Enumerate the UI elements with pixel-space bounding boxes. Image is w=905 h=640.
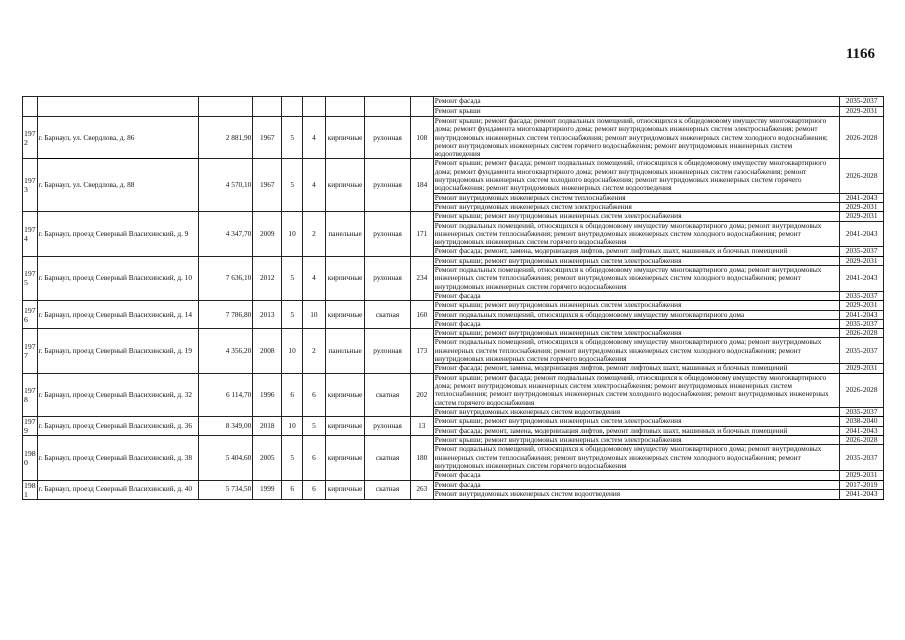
building-floors: 5 — [282, 301, 303, 329]
work-description: Ремонт фасада — [433, 480, 840, 490]
building-walls: кирпичные — [325, 301, 364, 329]
work-description: Ремонт крыши; ремонт внутридомовых инженерных систем электроснабжения — [433, 329, 840, 338]
empty-cell — [253, 97, 282, 117]
building-residents: 263 — [410, 480, 433, 499]
building-roof: скатная — [365, 373, 411, 416]
building-year: 2018 — [253, 417, 282, 436]
building-year: 2013 — [253, 301, 282, 329]
building-address: г. Барнаул, проезд Северный Власихинский, д. 36 — [37, 417, 199, 436]
building-number: 198 0 — [23, 436, 38, 480]
work-period: 2029-2031 — [840, 107, 884, 117]
work-description: Ремонт внутридомовых инженерных систем водоотведения — [433, 407, 840, 416]
building-floors: 10 — [282, 329, 303, 373]
work-period: 2026-2028 — [840, 117, 884, 159]
building-entrances: 6 — [303, 436, 326, 480]
building-walls: кирпичные — [325, 117, 364, 159]
building-year: 1967 — [253, 159, 282, 212]
table-row — [23, 436, 884, 445]
work-period: 2026-2028 — [840, 373, 884, 407]
work-description: Ремонт крыши; ремонт фасада; ремонт подвальных помещений, относящихся к общедомовому имуществу многоквартирного дома; ремонт внутридомовых инженерных систем электроснабжения; ремонт внутридомовых инженерных систем теплоснабжения; ремонт внутридомовых инженерных систем холодного водоснабжения; ремонт внутридомовых инженерных систем горячего водоснабжения — [433, 373, 840, 407]
work-description: Ремонт фасада; ремонт, замена, модернизация лифтов, ремонт лифтовых шахт, машинных и блочных помещений — [433, 364, 840, 373]
table-row — [23, 212, 884, 221]
building-walls: панельные — [325, 329, 364, 373]
building-year: 2012 — [253, 256, 282, 300]
work-description: Ремонт фасада — [433, 97, 840, 107]
building-walls: панельные — [325, 212, 364, 256]
work-description: Ремонт крыши; ремонт внутридомовых инженерных систем электроснабжения — [433, 301, 840, 310]
building-number: 197 3 — [23, 159, 38, 212]
work-description: Ремонт крыши; ремонт внутридомовых инженерных систем электроснабжения — [433, 256, 840, 265]
building-roof: рулонная — [365, 117, 411, 159]
building-area: 4 570,10 — [199, 159, 253, 212]
table-row — [23, 301, 884, 310]
work-description: Ремонт подвальных помещений, относящихся к общедомовому имуществу многоквартирного дома; ремонт внутридомовых инженерных систем теплоснабжения; ремонт внутридомовых инженерных систем холодного водоснабжения; ремонт внутридомовых инженерных систем горячего водоснабжения — [433, 445, 840, 471]
work-period: 2038-2040 — [840, 417, 884, 427]
building-walls: кирпичные — [325, 256, 364, 300]
empty-cell — [23, 97, 38, 117]
empty-cell — [37, 97, 199, 117]
work-period: 2041-2043 — [840, 426, 884, 436]
work-description: Ремонт крыши; ремонт внутридомовых инженерных систем электроснабжения — [433, 436, 840, 445]
work-period: 2029-2031 — [840, 256, 884, 265]
table-row — [23, 329, 884, 338]
building-residents: 234 — [410, 256, 433, 300]
building-floors: 5 — [282, 436, 303, 480]
work-period: 2035-2037 — [840, 247, 884, 256]
building-area: 4 356,20 — [199, 329, 253, 373]
building-residents: 202 — [410, 373, 433, 416]
building-address: г. Барнаул, ул. Свердлова, д. 88 — [37, 159, 199, 212]
building-residents: 184 — [410, 159, 433, 212]
building-roof: рулонная — [365, 256, 411, 300]
work-period: 2041-2043 — [840, 221, 884, 247]
work-description: Ремонт подвальных помещений, относящихся к общедомовому имуществу многоквартирного дома; ремонт внутридомовых инженерных систем теплоснабжения; ремонт внутридомовых инженерных систем холодного водоснабжения; ремонт внутридомовых инженерных систем горячего водоснабжения — [433, 266, 840, 292]
work-period: 2041-2043 — [840, 266, 884, 292]
building-floors: 10 — [282, 417, 303, 436]
empty-cell — [365, 97, 411, 117]
building-area: 7 786,80 — [199, 301, 253, 329]
building-address: г. Барнаул, проезд Северный Власихинский, д. 10 — [37, 256, 199, 300]
work-description: Ремонт фасада — [433, 471, 840, 480]
building-year: 2008 — [253, 329, 282, 373]
work-description: Ремонт подвальных помещений, относящихся к общедомовому имуществу многоквартирного дома — [433, 310, 840, 319]
building-roof: рулонная — [365, 417, 411, 436]
work-period: 2029-2031 — [840, 471, 884, 480]
work-description: Ремонт подвальных помещений, относящихся к общедомовому имуществу многоквартирного дома; ремонт внутридомовых инженерных систем теплоснабжения; ремонт внутридомовых инженерных систем холодного водоснабжения; ремонт внутридомовых инженерных систем горячего водоснабжения — [433, 221, 840, 247]
building-number: 198 1 — [24, 480, 36, 499]
work-period: 2035-2037 — [840, 407, 884, 416]
building-residents: 180 — [410, 436, 433, 480]
building-floors: 6 — [282, 373, 303, 416]
table-row — [23, 373, 884, 407]
building-number: 197 2 — [23, 117, 38, 159]
building-area: 8 349,00 — [199, 417, 253, 436]
work-description: Ремонт крыши; ремонт фасада; ремонт подвальных помещений, относящихся к общедомовому имуществу многоквартирного дома; ремонт фундамента многоквартирного дома; ремонт внутридомовых инженерных систем газоснабжения; ремонт внутридомовых инженерных систем холодного водоснабжения; ремонт внутридомовых инженерных систем горячего водоснабжения; ремонт внутридомовых инженерных систем водоотведения — [433, 159, 840, 193]
building-entrances: 6 — [303, 373, 326, 416]
building-entrances: 2 — [303, 329, 326, 373]
building-entrances: 2 — [303, 212, 326, 256]
work-period: 2026-2028 — [840, 329, 884, 338]
table-row — [23, 256, 884, 265]
building-roof: рулонная — [365, 212, 411, 256]
building-residents: 171 — [410, 212, 433, 256]
building-residents: 160 — [410, 301, 433, 329]
building-residents: 108 — [410, 117, 433, 159]
work-period: 2041-2043 — [840, 193, 884, 202]
building-address: г. Барнаул, проезд Северный Власихинский, д. 19 — [37, 329, 199, 373]
building-year: 1996 — [253, 373, 282, 416]
work-description: Ремонт внутридомовых инженерных систем водоотведения — [433, 490, 840, 500]
building-roof: скатная — [365, 301, 411, 329]
building-area: 5 734,50 — [199, 480, 253, 499]
building-year: 1999 — [253, 480, 282, 499]
work-period: 2029-2031 — [840, 301, 884, 310]
building-roof: рулонная — [365, 159, 411, 212]
empty-cell — [410, 97, 433, 117]
building-entrances: 4 — [303, 117, 326, 159]
building-number: 197 6 — [23, 301, 38, 329]
building-address: г. Барнаул, проезд Северный Власихинский, д. 14 — [37, 301, 199, 329]
building-entrances: 5 — [303, 417, 326, 436]
work-period: 2035-2037 — [840, 338, 884, 364]
work-description: Ремонт фасада — [433, 319, 840, 328]
work-description: Ремонт фасада; ремонт, замена, модернизация лифтов, ремонт лифтовых шахт, машинных и блочных помещений — [433, 426, 840, 436]
building-number: 197 8 — [23, 373, 38, 416]
building-entrances: 4 — [303, 256, 326, 300]
building-walls: кирпичные — [325, 480, 364, 499]
table-row — [23, 117, 884, 159]
building-number: 197 5 — [23, 256, 38, 300]
work-period: 2026-2028 — [840, 159, 884, 193]
building-roof: скатная — [365, 436, 411, 480]
building-year: 1967 — [253, 117, 282, 159]
building-walls: кирпичные — [325, 436, 364, 480]
work-period: 2035-2037 — [840, 319, 884, 328]
work-period: 2029-2031 — [840, 364, 884, 373]
work-period: 2041-2043 — [840, 310, 884, 319]
building-entrances: 4 — [303, 159, 326, 212]
building-area: 2 881,90 — [199, 117, 253, 159]
building-address: г. Барнаул, проезд Северный Власихинский, д. 40 — [37, 480, 199, 499]
building-floors: 5 — [282, 256, 303, 300]
table-row — [23, 159, 884, 193]
work-description: Ремонт крыши — [433, 107, 840, 117]
building-walls: кирпичные — [325, 373, 364, 416]
work-description: Ремонт крыши; ремонт внутридомовых инженерных систем электроснабжения — [433, 417, 840, 427]
building-floors: 6 — [282, 480, 303, 499]
building-floors: 10 — [282, 212, 303, 256]
work-period: 2017-2019 — [840, 480, 884, 490]
building-floors: 5 — [282, 117, 303, 159]
building-address: г. Барнаул, проезд Северный Власихинский, д. 32 — [37, 373, 199, 416]
building-roof: рулонная — [365, 329, 411, 373]
work-period: 2041-2043 — [840, 490, 884, 500]
building-floors: 5 — [282, 159, 303, 212]
empty-cell — [325, 97, 364, 117]
work-description: Ремонт крыши; ремонт внутридомовых инженерных систем электроснабжения — [433, 212, 840, 221]
work-description: Ремонт фасада — [433, 291, 840, 300]
building-address: г. Барнаул, ул. Свердлова, д. 86 — [37, 117, 199, 159]
building-address: г. Барнаул, проезд Северный Власихинский, д. 9 — [37, 212, 199, 256]
building-roof: скатная — [365, 480, 411, 499]
building-walls: кирпичные — [325, 417, 364, 436]
work-period: 2029-2031 — [840, 202, 884, 211]
building-address: г. Барнаул, проезд Северный Власихинский, д. 38 — [37, 436, 199, 480]
building-area: 7 636,10 — [199, 256, 253, 300]
work-period: 2026-2028 — [840, 436, 884, 445]
work-period: 2035-2037 — [840, 97, 884, 107]
table-row — [23, 97, 884, 107]
work-period: 2029-2031 — [840, 212, 884, 221]
empty-cell — [199, 97, 253, 117]
empty-cell — [303, 97, 326, 117]
table-row — [23, 417, 884, 427]
building-residents: 13 — [410, 417, 433, 436]
building-area: 6 114,70 — [199, 373, 253, 416]
work-period: 2035-2037 — [840, 291, 884, 300]
building-walls: кирпичные — [325, 159, 364, 212]
building-number: 197 4 — [23, 212, 38, 256]
empty-cell — [282, 97, 303, 117]
building-number: 197 9 — [24, 417, 36, 436]
page-number: 1166 — [845, 46, 875, 62]
capital-repair-table — [22, 96, 884, 500]
building-entrances: 6 — [303, 480, 326, 499]
building-year: 2005 — [253, 436, 282, 480]
building-residents: 173 — [410, 329, 433, 373]
building-entrances: 10 — [303, 301, 326, 329]
work-period: 2035-2037 — [840, 445, 884, 471]
building-number: 197 7 — [23, 329, 38, 373]
work-description: Ремонт внутридомовых инженерных систем теплоснабжения — [433, 193, 840, 202]
work-description: Ремонт крыши; ремонт фасада; ремонт подвальных помещений, относящихся к общедомовому имуществу многоквартирного дома; ремонт фундамента многоквартирного дома; ремонт внутридомовых инженерных систем электроснабжения; ремонт внутридомовых инженерных систем теплоснабжения; ремонт внутридомовых инженерных систем холодного водоснабжения; ремонт внутридомовых инженерных систем горячего водоснабжения; ремонт внутридомовых инженерных систем водоотведения — [433, 117, 840, 159]
table-row — [23, 480, 884, 490]
building-area: 5 404,60 — [199, 436, 253, 480]
building-year: 2009 — [253, 212, 282, 256]
work-description: Ремонт фасада; ремонт, замена, модернизация лифтов, ремонт лифтовых шахт, машинных и блочных помещений — [433, 247, 840, 256]
building-area: 4 347,70 — [199, 212, 253, 256]
work-description: Ремонт подвальных помещений, относящихся к общедомовому имуществу многоквартирного дома; ремонт внутридомовых инженерных систем теплоснабжения; ремонт внутридомовых инженерных систем холодного водоснабжения; ремонт внутридомовых инженерных систем горячего водоснабжения — [433, 338, 840, 364]
work-description: Ремонт внутридомовых инженерных систем электроснабжения — [433, 202, 840, 211]
